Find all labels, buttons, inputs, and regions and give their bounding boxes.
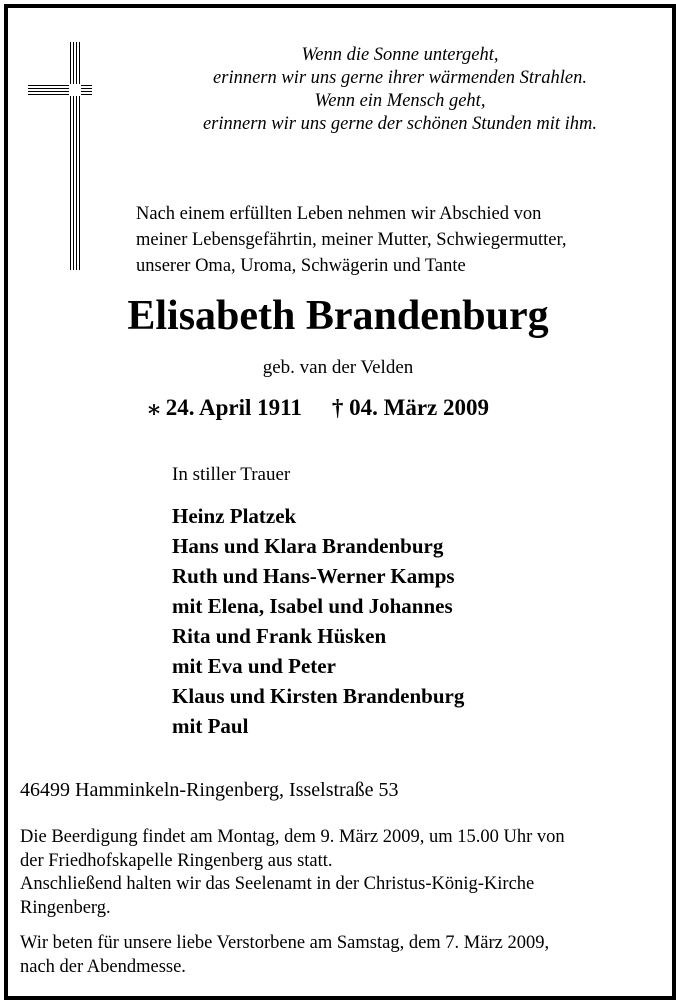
poem [150, 44, 650, 136]
maiden-name: geb. van der Velden [262, 357, 414, 378]
deceased-name: Elisabeth Brandenburg [127, 293, 549, 339]
mass-info [20, 932, 660, 979]
mourner-line: mit Elena, Isabel und Johannes [172, 594, 453, 618]
mourning-heading: In stiller Trauer [172, 464, 291, 485]
mourner-line: mit Paul [172, 714, 249, 738]
mourner-line: Klaus und Kirsten Brandenburg [172, 684, 465, 708]
birth-date: ⁎ 24. April 1911 [148, 395, 302, 420]
family-address: 46499 Hamminkeln-Ringenberg, Isselstraße 53 [20, 779, 399, 801]
mourner-line: Hans und Klara Brandenburg [172, 534, 444, 558]
funeral-line: Ringenberg. [20, 897, 111, 918]
funeral-line: Anschließend halten wir das Seelenamt in der Christus-König-Kirche [20, 874, 535, 894]
intro-text [136, 201, 656, 279]
mourner-line: Ruth und Hans-Werner Kamps [172, 564, 455, 588]
mass-line: Wir beten für unsere liebe Verstorbene am Samstag, dem 7. März 2009, [20, 933, 550, 953]
mourners-list [172, 501, 464, 741]
death-date: † 04. März 2009 [331, 395, 490, 420]
intro-line: Nach einem erfüllten Leben nehmen wir Abschied von [136, 204, 542, 224]
intro-line: meiner Lebensgefährtin, meiner Mutter, Schwiegermutter, [136, 230, 567, 250]
poem-line: Wenn die Sonne untergeht, [301, 45, 499, 65]
poem-line: Wenn ein Mensch geht, [314, 91, 486, 111]
funeral-info [20, 826, 660, 920]
cross-icon [28, 42, 92, 275]
poem-line: erinnern wir uns gerne der schönen Stunden mit ihm. [202, 114, 598, 134]
mass-line: nach der Abendmesse. [20, 956, 186, 977]
mourner-line: Heinz Platzek [172, 504, 297, 528]
funeral-line: der Friedhofskapelle Ringenberg aus statt. [20, 850, 333, 871]
mourner-line: mit Eva und Peter [172, 654, 336, 678]
mourner-line: Rita und Frank Hüsken [172, 624, 387, 648]
life-dates [148, 392, 489, 424]
intro-line: unserer Oma, Uroma, Schwägerin und Tante [136, 256, 466, 276]
poem-line: erinnern wir uns gerne ihrer wärmenden Strahlen. [213, 68, 587, 88]
funeral-line: Die Beerdigung findet am Montag, dem 9. März 2009, um 15.00 Uhr von [20, 827, 565, 847]
